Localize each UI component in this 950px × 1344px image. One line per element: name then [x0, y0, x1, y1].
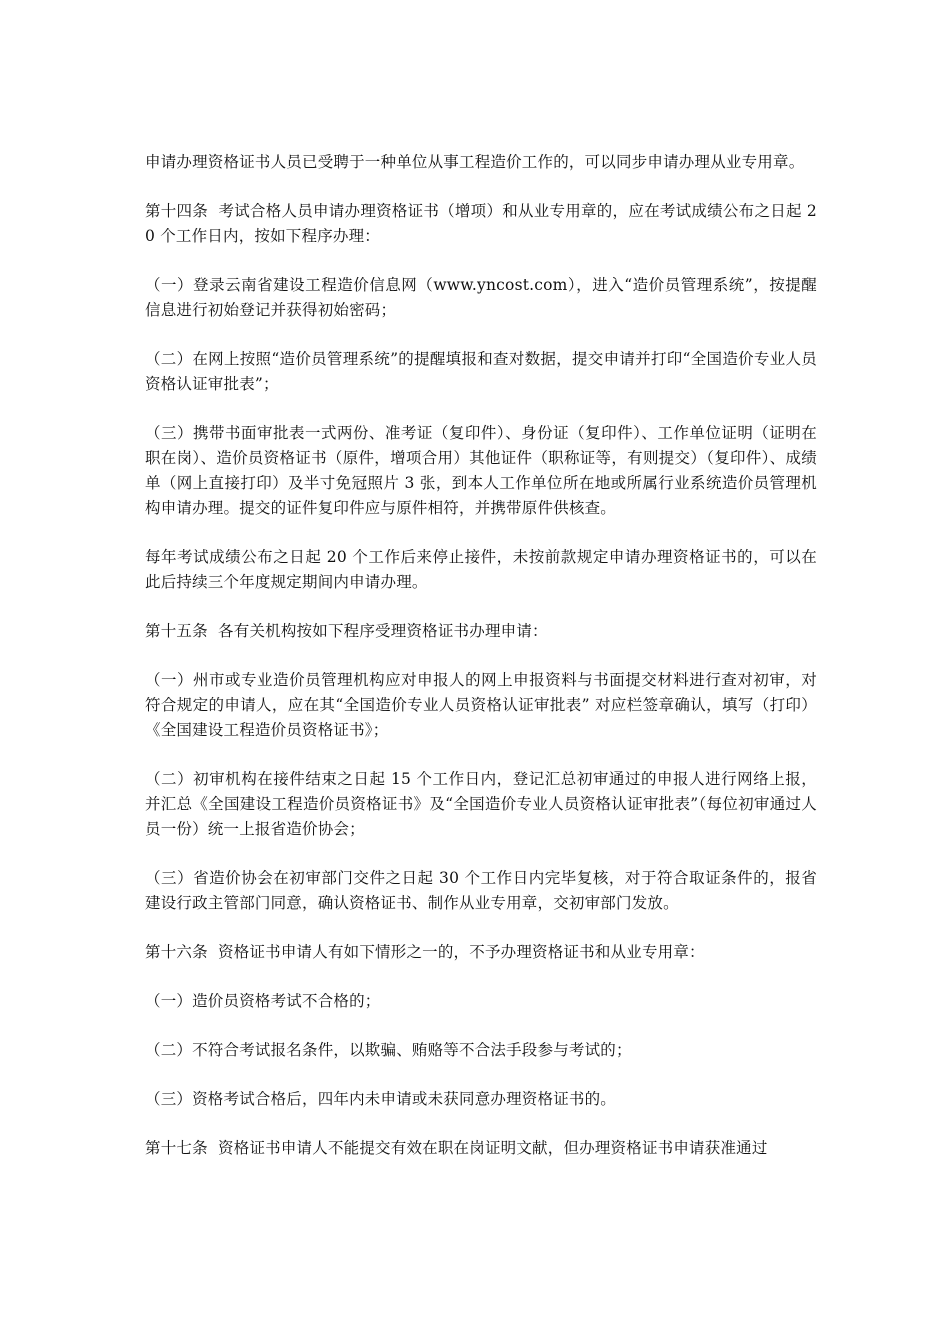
paragraph: 第十五条 各有关机构按如下程序受理资格证书办理申请：: [145, 622, 548, 640]
paragraph: （二）不符合考试报名条件，以欺骗、贿赂等不合法手段参与考试的；: [145, 1041, 632, 1059]
paragraph: （二）初审机构在接件结束之日起 15 个工作日内，登记汇总初审通过的申报人进行网络上报，并汇总《全国建设工程造价员资格证书》及“全国造价专业人员资格认证审批表”（每位初审通过人员一份）统一上报省造价协会；: [145, 770, 817, 838]
paragraph: 每年考试成绩公布之日起 20 个工作后来停止接件，未按前款规定申请办理资格证书的，可以在此后持续三个年度规定期间内申请办理。: [145, 548, 817, 591]
paragraph: （二）在网上按照“造价员管理系统”的提醒填报和查对数据，提交申请并打印“全国造价专业人员资格认证审批表”；: [145, 350, 817, 393]
paragraph: 第十四条 考试合格人员申请办理资格证书（增项）和从业专用章的，应在考试成绩公布之日起 20 个工作日内，按如下程序办理：: [145, 202, 817, 245]
paragraph: （一）州市或专业造价员管理机构应对申报人的网上申报资料与书面提交材料进行查对初审，对符合规定的申请人，应在其“全国造价专业人员资格认证审批表” 对应栏签章确认，填写（打印）《全国建设工程造价员资格证书》；: [145, 671, 817, 739]
document-body: [145, 150, 817, 1185]
paragraph: （三）携带书面审批表一式两份、准考证（复印件）、身份证（复印件）、工作单位证明（证明在职在岗）、造价员资格证书（原件，增项合用）其他证件（职称证等，有则提交）（复印件）、成绩单（网上直接打印）及半寸免冠照片 3 张，到本人工作单位所在地或所属行业系统造价员管理机构申请办理。提交的证件复印件应与原件相符，并携带原件供核查。: [145, 424, 817, 517]
paragraph: （一）造价员资格考试不合格的；: [145, 992, 381, 1010]
paragraph: 申请办理资格证书人员已受聘于一种单位从事工程造价工作的，可以同步申请办理从业专用章。: [145, 153, 805, 171]
paragraph: 第十七条 资格证书申请人不能提交有效在职在岗证明文献，但办理资格证书申请获准通过: [145, 1139, 768, 1157]
paragraph: （三）资格考试合格后，四年内未申请或未获同意办理资格证书的。: [145, 1090, 617, 1108]
paragraph: （一）登录云南省建设工程造价信息网（www.yncost.com），进入“造价员管理系统”，按提醒信息进行初始登记并获得初始密码；: [145, 276, 817, 319]
paragraph: 第十六条 资格证书申请人有如下情形之一的，不予办理资格证书和从业专用章：: [145, 943, 705, 961]
paragraph: （三）省造价协会在初审部门交件之日起 30 个工作日内完毕复核，对于符合取证条件的，报省建设行政主管部门同意，确认资格证书、制作从业专用章，交初审部门发放。: [145, 869, 817, 912]
